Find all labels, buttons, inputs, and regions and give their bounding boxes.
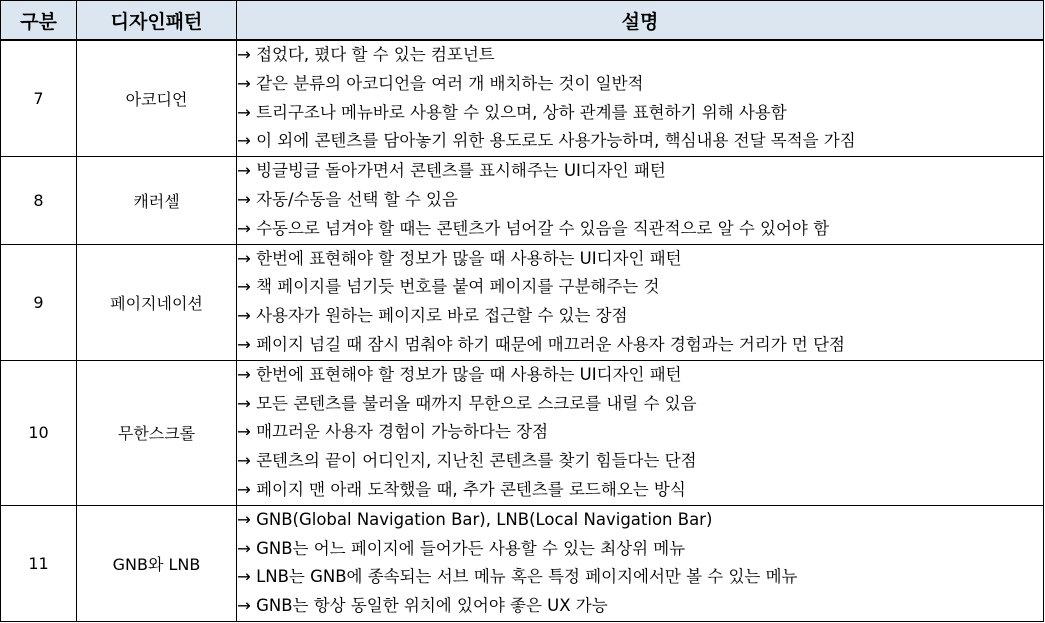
pattern-description bbox=[237, 505, 1044, 621]
description-line: → 트리구조나 메뉴바로 사용할 수 있으며, 상하 관계를 표현하기 위해 사용함 bbox=[237, 102, 787, 122]
table-header bbox=[1, 1, 1044, 41]
row-number: 11 bbox=[1, 505, 77, 621]
description-line: → 모든 콘텐츠를 불러올 때까지 무한으로 스크로를 내릴 수 있음 bbox=[237, 393, 697, 413]
description-line: → 한번에 표현해야 할 정보가 많을 때 사용하는 UI디자인 패턴 bbox=[237, 248, 682, 268]
header-category: 구분 bbox=[1, 1, 77, 41]
header-description: 설명 bbox=[237, 1, 1044, 41]
description-line: → 콘텐츠의 끝이 어디인지, 지난친 콘텐츠를 찾기 힘들다는 단점 bbox=[237, 451, 697, 471]
description-line: → LNB는 GNB에 종속되는 서브 메뉴 혹은 특정 페이지에서만 볼 수 있는 메뉴 bbox=[237, 567, 798, 587]
description-line: → 페이지 넘길 때 잠시 멈춰야 하기 때문에 매끄러운 사용자 경험과는 거리가 먼 단점 bbox=[237, 334, 845, 354]
table-body bbox=[1, 40, 1044, 621]
description-line: → GNB는 어느 페이지에 들어가든 사용할 수 있는 최상위 메뉴 bbox=[237, 538, 686, 558]
description-line: → 수동으로 넘겨야 할 때는 콘텐츠가 넘어갈 수 있음을 직관적으로 알 수 있어야 함 bbox=[237, 218, 830, 238]
pattern-name: GNB와 LNB bbox=[77, 505, 237, 621]
row-number: 8 bbox=[1, 157, 77, 244]
description-line: → 매끄러운 사용자 경험이 가능하다는 장점 bbox=[237, 422, 549, 442]
pattern-description bbox=[237, 244, 1044, 360]
table-row bbox=[1, 157, 1044, 244]
description-line: → 이 외에 콘텐츠를 담아놓기 위한 용도로도 사용가능하며, 핵심내용 전달 목적을 가짐 bbox=[237, 131, 856, 151]
table-row bbox=[1, 360, 1044, 505]
pattern-name: 페이지네이션 bbox=[77, 244, 237, 360]
pattern-name: 무한스크롤 bbox=[77, 360, 237, 505]
description-line: → GNB(Global Navigation Bar), LNB(Local Navigation Bar) bbox=[237, 509, 713, 529]
pattern-description bbox=[237, 157, 1044, 244]
description-line: → 사용자가 원하는 페이지로 바로 접근할 수 있는 장점 bbox=[237, 306, 628, 326]
header-row bbox=[1, 1, 1044, 41]
pattern-description bbox=[237, 360, 1044, 505]
description-line: → 한번에 표현해야 할 정보가 많을 때 사용하는 UI디자인 패턴 bbox=[237, 364, 682, 384]
header-pattern: 디자인패턴 bbox=[77, 1, 237, 41]
description-line: → 접었다, 폈다 할 수 있는 컴포넌트 bbox=[237, 45, 495, 64]
pattern-name: 캐러셀 bbox=[77, 157, 237, 244]
row-number: 7 bbox=[1, 40, 77, 157]
description-line: → 빙글빙글 돌아가면서 콘텐츠를 표시해주는 UI디자인 패턴 bbox=[237, 161, 666, 181]
row-number: 9 bbox=[1, 244, 77, 360]
row-number: 10 bbox=[1, 360, 77, 505]
description-line: → 페이지 맨 아래 도착했을 때, 추가 콘텐츠를 로드해오는 방식 bbox=[237, 479, 686, 499]
description-line: → 책 페이지를 넘기듯 번호를 붙여 페이지를 구분해주는 것 bbox=[237, 277, 660, 297]
pattern-name: 아코디언 bbox=[77, 40, 237, 157]
description-line: → 같은 분류의 아코디언을 여러 개 배치하는 것이 일반적 bbox=[237, 73, 644, 93]
table-row bbox=[1, 505, 1044, 621]
pattern-description bbox=[237, 40, 1044, 157]
description-line: → GNB는 항상 동일한 위치에 있어야 좋은 UX 가능 bbox=[237, 596, 608, 616]
description-line: → 자동/수동을 선택 할 수 있음 bbox=[237, 189, 458, 209]
table-row bbox=[1, 244, 1044, 360]
table-row bbox=[1, 40, 1044, 157]
